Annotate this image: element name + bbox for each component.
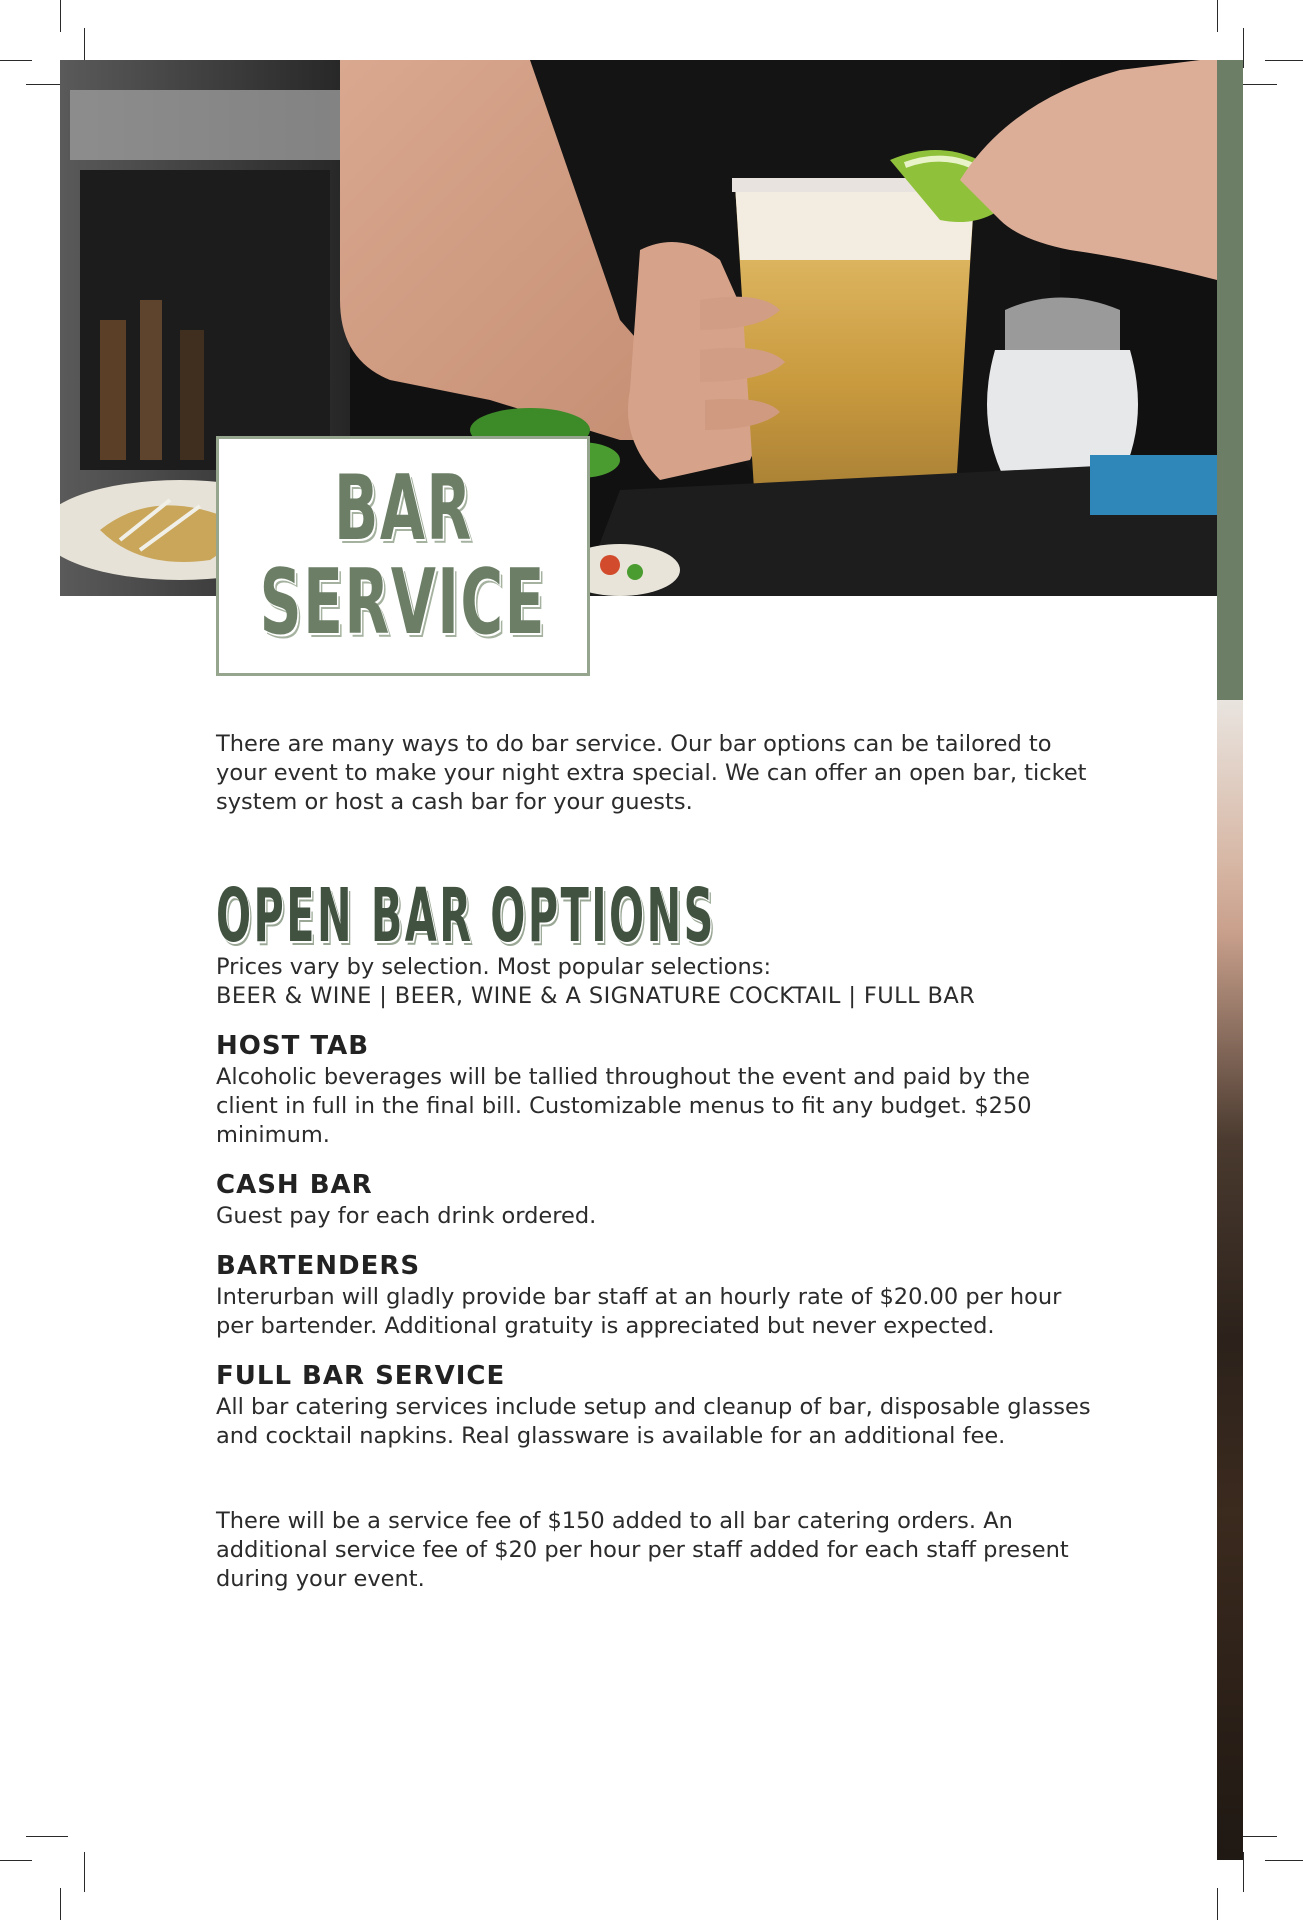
open-bar-heading: OPEN BAR OPTIONS <box>216 873 716 959</box>
section-cash-bar <box>216 1170 1096 1231</box>
crop-mark <box>26 1836 68 1837</box>
section-body: All bar catering services include setup and cleanup of bar, disposable glasses and cocktail napkins. Real glassware is available for an additional fee. <box>216 1394 1091 1449</box>
section-full-bar-service <box>216 1361 1096 1451</box>
section-host-tab <box>216 1031 1096 1150</box>
crop-mark <box>0 1860 32 1861</box>
side-photo-strip <box>1217 700 1243 1860</box>
crop-mark <box>84 1852 85 1892</box>
section-bartenders <box>216 1251 1096 1341</box>
crop-mark <box>1265 1860 1303 1861</box>
section-body: Interurban will gladly provide bar staff at an hourly rate of $20.00 per hour per bartender. Additional gratuity is appreciated but never expected. <box>216 1284 1062 1339</box>
open-bar-selections: BEER & WINE | BEER, WINE & A SIGNATURE COCKTAIL | FULL BAR <box>216 983 976 1009</box>
page-title-line2: SERVICE <box>259 550 547 655</box>
crop-mark <box>60 1888 61 1920</box>
section-body: Guest pay for each drink ordered. <box>216 1203 597 1229</box>
side-accent-strip <box>1217 60 1243 700</box>
service-fee-note: There will be a service fee of $150 added to all bar catering orders. An additional service fee of $20 per hour per staff added for each staff present during your event. <box>216 1508 1069 1592</box>
crop-mark <box>0 60 32 61</box>
intro-paragraph: There are many ways to do bar service. Our bar options can be tailored to your event to make your night extra special. We can offer an open bar, ticket system or host a cash bar for your guests. <box>216 731 1087 815</box>
crop-mark <box>1243 28 1244 68</box>
section-title: HOST TAB <box>216 1031 370 1061</box>
content <box>216 730 1096 1594</box>
page-title-line1: BAR <box>333 456 473 561</box>
crop-mark <box>1265 60 1303 61</box>
section-title: BARTENDERS <box>216 1251 421 1281</box>
open-bar-line1: Prices vary by selection. Most popular selections: <box>216 954 772 980</box>
crop-mark <box>1217 1888 1218 1920</box>
section-title: CASH BAR <box>216 1170 373 1200</box>
section-title: FULL BAR SERVICE <box>216 1361 506 1391</box>
crop-mark <box>1243 1852 1244 1892</box>
crop-mark <box>1217 0 1218 32</box>
crop-mark <box>60 0 61 32</box>
section-body: Alcoholic beverages will be tallied throughout the event and paid by the client in full in the final bill. Customizable menus to fit any budget. $250 minimum. <box>216 1064 1032 1148</box>
title-box <box>216 436 590 676</box>
